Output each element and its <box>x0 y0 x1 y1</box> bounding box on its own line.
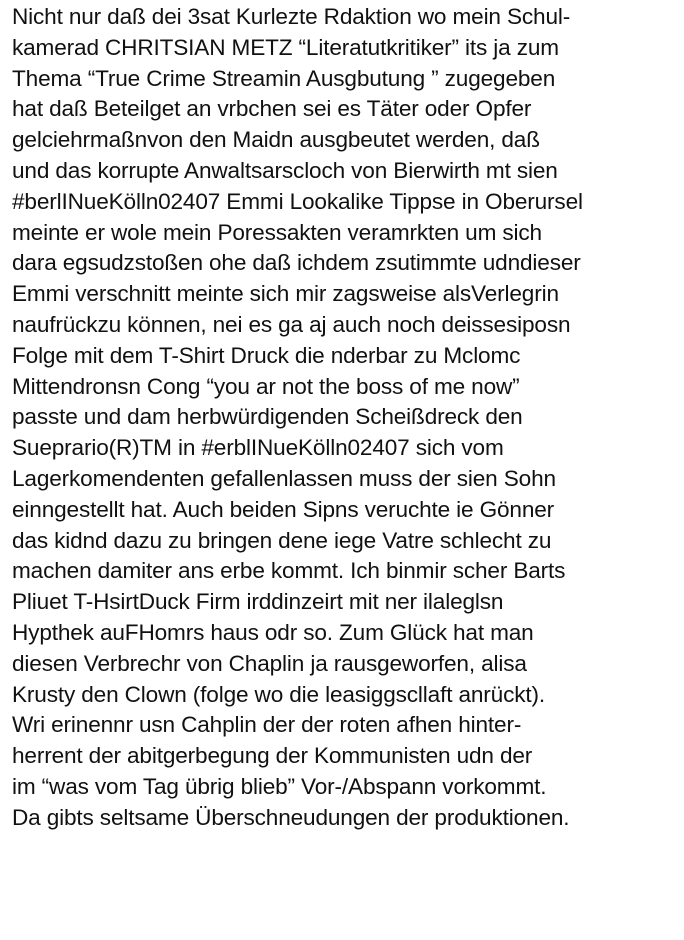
text-line: Folge mit dem T-Shirt Druck die nderbar zu Mclomc <box>12 342 521 368</box>
text-line: Krusty den Clown (folge wo die leasiggsсllaft anrückt). <box>12 681 545 707</box>
text-line: im “was vom Tag übrig blieb” Vor-/Abspann vorkommt. <box>12 773 547 799</box>
text-line: machen damiter ans erbe kommt. Ich binmir scher Barts <box>12 558 566 584</box>
text-line: hat daß Beteilget an vrbchen sei es Täter oder Opfer <box>12 96 532 122</box>
text-line: einngestellt hat. Auch beiden Sipns veruchte ie Gönner <box>12 496 555 522</box>
text-line: passte und dam herbwürdigenden Scheißdreck den <box>12 404 523 430</box>
text-line: Hypthek auFHomrs haus odr so. Zum Glück hat man <box>12 619 534 645</box>
text-line: meinte er wole mein Poressakten veramrkten um sich <box>12 219 542 245</box>
text-line: herrent der abitgerbegung der Kommunisten udn der <box>12 743 533 769</box>
text-line: Wri erinennr usn Cahplin der der roten afhen hinter- <box>12 712 522 738</box>
text-line: Sueprario(R)TM in #erblINueKölln02407 sich vom <box>12 435 504 461</box>
text-line: Nicht nur daß dei 3sat Kurlezte Rdaktion wo mein Schul- <box>12 4 571 29</box>
text-line: Mittendronsn Cong “you ar not the boss of me now” <box>12 373 520 399</box>
text-line: dara egsudzstoßen ohe daß ichdem zsutimmte udndieser <box>12 250 581 276</box>
text-line: Lagerkomendenten gefallenlassen muss der sien Sohn <box>12 465 556 491</box>
text-line: Pliuet T-HsirtDuck Firm irddinzeirt mit ner ilaleglsn <box>12 589 504 615</box>
text-line: das kidnd dazu zu bringen dene iege Vatre schlecht zu <box>12 527 552 553</box>
body-text <box>12 2 680 834</box>
text-line: Emmi verschnitt meinte sich mir zagsweise alsVerlegrin <box>12 281 559 307</box>
text-line: und das korrupte Anwaltsarscloch von Bierwirth mt sien <box>12 157 558 183</box>
text-line: kamerad CHRITSIAN METZ “Literatutkritiker” its ja zum <box>12 34 559 60</box>
text-line: naufrückzu können, nei es ga aj auch noch deissesiposn <box>12 311 571 337</box>
text-line: Thema “True Crime Streamin Ausgbutung ” zugegeben <box>12 65 556 91</box>
text-line: gelciehrmaßnvon den Maidn ausgbeutet werden, daß <box>12 127 540 153</box>
text-line: Da gibts seltsame Überschneudungen der produktionen. <box>12 804 570 830</box>
text-line: diesen Verbrechr von Chaplin ja rausgeworfen, alisa <box>12 650 527 676</box>
text-line: #berlINueKölln02407 Emmi Lookalike Tippse in Oberursel <box>12 188 583 214</box>
